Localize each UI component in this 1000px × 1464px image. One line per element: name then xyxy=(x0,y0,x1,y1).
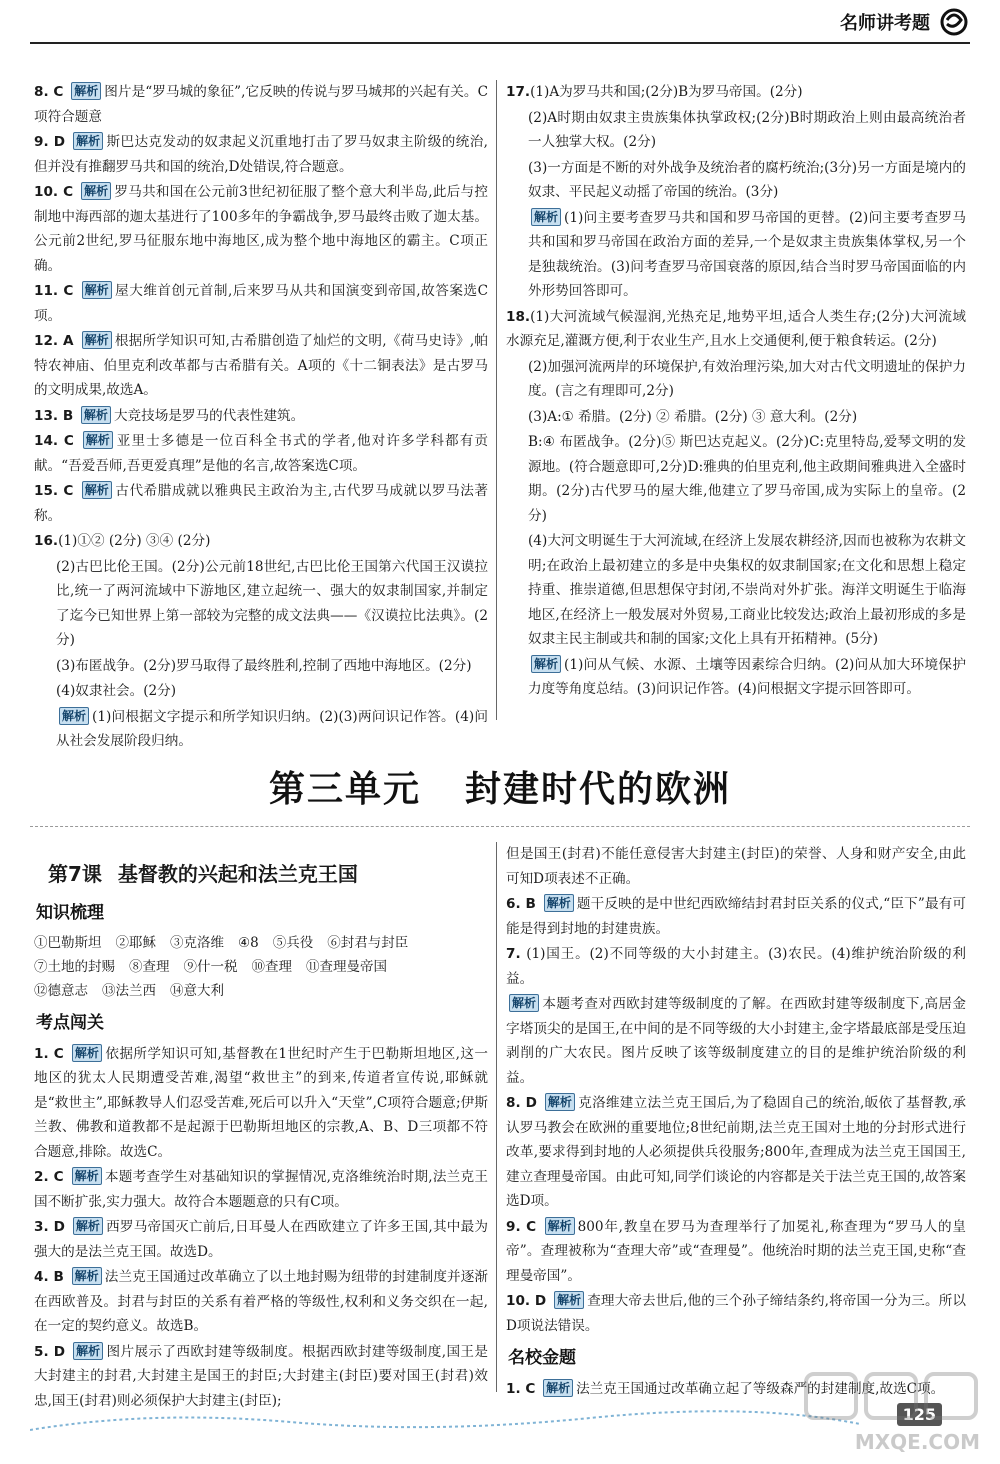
column-divider xyxy=(496,80,497,720)
question-number: 8. C xyxy=(34,84,69,100)
knowledge-point: ③克洛维 xyxy=(170,935,224,951)
lesson-left xyxy=(34,842,488,1414)
analysis-tag: 解析 xyxy=(81,406,111,424)
question-number: 2. C xyxy=(34,1169,69,1185)
q16-line: (2)古巴比伦王国。(2分)公元前18世纪,古巴比伦王国第六代国王汉谟拉比,统一了两河流域中下游地区,建立起统一、强大的奴隶制国家,并制定了迄今已知世界上第一部较为完整的成文法典——《汉谟拉比法典》。(2分) xyxy=(56,558,488,648)
answer-text: 屋大维首创元首制,后来罗马从共和国演变到帝国,故答案选C项。 xyxy=(34,283,488,324)
answer-text: 图片展示了西欧封建等级制度。根据西欧封建等级制度,国王是大封建主的封君,大封建主是国王的封臣;大封建主(封臣)要对国王(封君)效忠,国王(封君)则必须保护大封建主(封臣); xyxy=(34,1343,488,1409)
exam-item xyxy=(34,1340,488,1414)
answer-text: 斯巴达克发动的奴隶起义沉重地打击了罗马奴隶主阶级的统治,但并没有推翻罗马共和国的统治,D处错误,符合题意。 xyxy=(34,134,488,175)
analysis-tag: 解析 xyxy=(82,331,112,349)
answer-text: 大竞技场是罗马的代表性建筑。 xyxy=(113,407,305,424)
watermark-text: MXQE.COM xyxy=(854,1430,980,1454)
knowledge-point: ⑥封君与封臣 xyxy=(327,935,409,951)
question-17: 17.(1)A为罗马共和国;(2分)B为罗马帝国。(2分) xyxy=(506,84,803,100)
question-number: 11. C xyxy=(34,283,79,299)
analysis-tag: 解析 xyxy=(531,208,561,226)
answer-text: 法兰克王国通过改革确立了以土地封赐为纽带的封建制度并逐渐在西欧普及。封君与封臣的关系有着严格的等级性,权利和义务交织在一起,在一定的契约意义。故选B。 xyxy=(34,1269,489,1334)
question-number: 1. C xyxy=(34,1045,69,1062)
page-number: 125 xyxy=(897,1403,942,1426)
answer-item xyxy=(34,404,488,429)
answer-text: 但是国王(封君)不能任意侵害大封建主(封臣)的荣誉、人身和财产安全,由此可知D项表述不正确。 xyxy=(506,846,966,887)
analysis-tag: 解析 xyxy=(545,1093,575,1111)
analysis-tag: 解析 xyxy=(543,1379,573,1397)
unit-banner xyxy=(0,746,1000,826)
question-number: 12. A xyxy=(34,333,79,349)
unit-divider xyxy=(30,826,970,827)
answer-text: 克洛维建立法兰克王国后,为了稳固自己的统治,皈依了基督教,承认罗马教会在欧洲的重要地位;8世纪前期,法兰克王国对土地的分封形式进行改革,要求得到封地的人必须提供兵役服务;800年,查理成为法兰克王国国王,建立查理曼帝国。由此可知,同学们谈论的内容都是关于法兰克王国的,故答案选D项。 xyxy=(506,1095,967,1209)
exam-item xyxy=(506,1289,966,1338)
answer-text: 图片是“罗马城的象征”,它反映的传说与罗马城邦的兴起有关。C项符合题意 xyxy=(34,84,488,125)
page-header xyxy=(840,8,970,36)
exam-item xyxy=(506,1091,966,1214)
answer-text: 罗马共和国在公元前3世纪初征服了整个意大利半岛,此后与控制地中海西部的迦太基进行了100多年的争霸战争,罗马最终击败了迦太基。公元前2世纪,罗马征服东地中海地区,成为整个地中海地区的霸主。C项正确。 xyxy=(34,184,488,274)
answer-text: (1)国王。(2)不同等级的大小封建主。(3)农民。(4)维护统治阶级的利益。 xyxy=(506,946,966,987)
knowledge-point: ④8 xyxy=(238,935,259,951)
analysis-tag: 解析 xyxy=(544,894,574,912)
answer-text: 西罗马帝国灭亡前后,日耳曼人在西欧建立了许多王国,其中最为强大的是法兰克王国。故选D。 xyxy=(34,1219,489,1260)
analysis-tag: 解析 xyxy=(73,132,103,150)
question-number: 16. xyxy=(34,533,59,549)
exam-item xyxy=(506,992,966,1090)
answer-text: (1)①② (2分) ③④ (2分) xyxy=(58,533,211,549)
answer-item xyxy=(34,130,488,179)
q18-line: B:④ 布匿战争。(2分)⑤ 斯巴达克起义。(2分)C:克里特岛,爱琴文明的发源地。(符合题意即可,2分)D:雅典的伯里克利,他主政期间雅典进入全盛时期。(2分)古代罗马的屋大维,他建立了罗马帝国,成为实际上的皇帝。(2分) xyxy=(528,434,966,524)
exam-item xyxy=(34,1165,488,1214)
analysis-tag: 解析 xyxy=(72,1044,102,1062)
exam-items-right xyxy=(506,842,966,1338)
knowledge-point: ⑦土地的封赐 xyxy=(34,959,115,975)
question-16 xyxy=(34,529,488,554)
answer-text: 法兰克王国通过改革确立起了等级森严的封建制度,故选C项。 xyxy=(576,1380,945,1397)
analysis-tag: 解析 xyxy=(59,707,89,725)
answer-text: 800年,教皇在罗马为查理举行了加冕礼,称查理为“罗马人的皇帝”。查理被称为“查理大帝”或“查理曼”。他统治时期的法兰克王国,史称“查理曼帝国”。 xyxy=(506,1218,966,1284)
question-number: 10. C xyxy=(34,184,79,200)
question-18: 18.(1)大河流域气候湿润,光热充足,地势平坦,适合人类生存;(2分)大河流域水源充足,灌溉方便,利于农业生产,且水上交通便利,便于粮食转运。(2分) xyxy=(506,308,966,349)
answer-text: 亚里士多德是一位百科全书式的学者,他对许多学科都有贡献。“吾爱吾师,吾更爱真理”是他的名言,故答案选C项。 xyxy=(34,433,488,474)
lesson-right xyxy=(506,842,966,1402)
answer-text: 查理大帝去世后,他的三个孙子缔结条约,将帝国一分为三。所以D项说法错误。 xyxy=(506,1293,966,1334)
exam-items-left xyxy=(34,1042,488,1414)
analysis-tag: 解析 xyxy=(82,481,112,499)
analysis-tag: 解析 xyxy=(509,994,539,1012)
answer-item xyxy=(34,80,488,129)
knowledge-point: ⑤兵役 xyxy=(272,935,314,951)
knowledge-heading: 知识梳理 xyxy=(36,902,104,923)
question-number: 15. C xyxy=(34,483,79,499)
analysis-tag: 解析 xyxy=(71,82,101,100)
header-rule xyxy=(30,42,970,44)
question-number: 5. D xyxy=(34,1343,71,1360)
analysis-tag: 解析 xyxy=(531,655,561,673)
exam-item xyxy=(506,1215,966,1289)
knowledge-point: ⑧查理 xyxy=(129,959,170,975)
q17-line: (3)一方面是不断的对外战争及统治者的腐朽统治;(3分)另一方面是境内的奴隶、平民起义动摇了帝国的统治。(3分) xyxy=(528,159,966,200)
exam-item xyxy=(506,942,966,991)
analysis-tag: 解析 xyxy=(554,1291,584,1309)
analysis-tag: 解析 xyxy=(72,1267,102,1285)
answers-right-top xyxy=(506,80,966,703)
answer-text: 本题考查学生对基础知识的掌握情况,克洛维统治时期,法兰克王国不断扩张,实力强大。故符合本题题意的只有C项。 xyxy=(34,1169,488,1210)
answers-left-top xyxy=(34,80,488,755)
question-number: 4. B xyxy=(34,1269,69,1285)
knowledge-point: ⑩查理 xyxy=(251,959,292,975)
watermark-logo xyxy=(796,1366,986,1456)
knowledge-point: ②耶稣 xyxy=(115,935,156,951)
q17-analysis: 解析 (1)问主要考查罗马共和国和罗马帝国的更替。(2)问主要考查罗马共和国和罗马帝国在政治方面的差异,一个是奴隶主贵族集体掌权,另一个是独裁统治。(3)问考查罗马帝国衰落的原因,结合当时罗马帝国面临的内外形势回答即可。 xyxy=(528,209,966,299)
answer-text: 依据所学知识可知,基督教在1世纪时产生于巴勒斯坦地区,这一地区的犹太人民期遭受苦难,渴望“救世主”的到来,传道者宣传说,耶稣就是“救世主”,耶稣教导人们忍受苦难,死后可以升入“天堂”,C项符合题意;伊斯兰教、佛教和道教都不是起源于巴勒斯坦地区的宗教,A、B、D三项都不符合题意,排除。故选C。 xyxy=(34,1045,488,1160)
answer-item xyxy=(34,329,488,403)
knowledge-row xyxy=(34,955,488,979)
brand-logo-icon xyxy=(938,8,970,36)
analysis-tag: 解析 xyxy=(72,1167,102,1185)
unit-number: 第三单元 xyxy=(268,768,421,810)
exam-item xyxy=(506,842,966,891)
answer-text: 本题考查对西欧封建等级制度的了解。在西欧封建等级制度下,高居金字塔顶尖的是国王,在中间的是不同等级的大小封建主,金字塔最底部是受压迫剥削的广大农民。图片反映了该等级制度建立的目的是维护统治阶级的利益。 xyxy=(506,996,966,1086)
q18-line: (2)加强河流两岸的环境保护,有效治理污染,加大对古代文明遗址的保护力度。(言之有理即可,2分) xyxy=(528,358,966,399)
question-number: 9. C xyxy=(506,1218,542,1235)
knowledge-points xyxy=(34,931,488,1003)
analysis-tag: 解析 xyxy=(73,1342,103,1360)
watermark-icon xyxy=(796,1366,986,1436)
knowledge-row xyxy=(34,979,488,1003)
question-number: 14. C xyxy=(34,433,80,449)
footer-wave-decoration xyxy=(30,1406,860,1436)
knowledge-point: ⑨什一税 xyxy=(183,959,238,975)
answer-text: (1)问根据文字提示和所学知识归纳。(2)(3)两问识记作答。(4)问从社会发展阶段归纳。 xyxy=(56,708,488,749)
question-number: 13. B xyxy=(34,407,78,424)
exam-heading: 考点闯关 xyxy=(36,1013,104,1033)
answer-item xyxy=(34,479,488,528)
q16-line: (3)布匿战争。(2分)罗马取得了最终胜利,控制了西地中海地区。(2分) xyxy=(56,657,472,674)
question-number: 9. D xyxy=(34,134,71,150)
brand-title: 名师讲考题 xyxy=(840,13,930,34)
analysis-tag: 解析 xyxy=(545,1217,575,1235)
analysis-tag: 解析 xyxy=(82,281,112,299)
lesson-title: 第7课 基督教的兴起和法兰克王国 xyxy=(48,862,358,886)
question-number: 1. C xyxy=(506,1380,541,1397)
q17-line: (2)A时期由奴隶主贵族集体执掌政权;(2分)B时期政治上则由最高统治者一人独掌大权。(2分) xyxy=(528,109,966,150)
question-number: 8. D xyxy=(506,1095,542,1111)
knowledge-point: ⑬法兰西 xyxy=(102,983,156,999)
exam-item xyxy=(34,1265,488,1339)
knowledge-point: ⑪查理曼帝国 xyxy=(306,959,387,975)
unit-title: 封建时代的欧洲 xyxy=(465,768,732,810)
q18-line: (3)A:① 希腊。(2分) ② 希腊。(2分) ③ 意大利。(2分) xyxy=(528,408,858,425)
question-number: 6. B xyxy=(506,896,541,912)
knowledge-row xyxy=(34,931,488,955)
answer-item xyxy=(34,180,488,278)
answer-text: 古代希腊成就以雅典民主政治为主,古代罗马成就以罗马法著称。 xyxy=(34,483,488,524)
famous-heading: 名校金题 xyxy=(508,1348,576,1368)
answer-item xyxy=(34,429,488,478)
q18-analysis: 解析 (1)问从气候、水源、土壤等因素综合归纳。(2)问从加大环境保护力度等角度总结。(3)问识记作答。(4)问根据文字提示回答即可。 xyxy=(528,656,966,697)
knowledge-point: ①巴勒斯坦 xyxy=(34,935,102,951)
knowledge-point: ⑭意大利 xyxy=(170,983,224,999)
answer-text: 题干反映的是中世纪西欧缔结封君封臣关系的仪式,“臣下”最有可能是得到封地的封建贵族。 xyxy=(506,896,967,937)
analysis-tag: 解析 xyxy=(81,182,111,200)
answer-text: 根据所学知识可知,古希腊创造了灿烂的文明,《荷马史诗》,帕特农神庙、伯里克利改革都与古希腊有关。A项的《十二铜表法》是古罗马的文明成果,故选A。 xyxy=(34,333,488,398)
exam-item xyxy=(506,892,966,941)
question-number: 3. D xyxy=(34,1219,70,1235)
question-number: 7. xyxy=(506,946,527,962)
question-number: 10. D xyxy=(506,1293,552,1309)
exam-item xyxy=(34,1042,488,1165)
exam-item xyxy=(34,1215,488,1264)
column-divider xyxy=(496,842,497,1392)
analysis-tag: 解析 xyxy=(83,431,113,449)
knowledge-point: ⑫德意志 xyxy=(34,983,88,999)
answer-item xyxy=(34,279,488,328)
q16-line: (4)奴隶社会。(2分) xyxy=(56,683,177,699)
q18-line: (4)大河文明诞生于大河流域,在经济上发展农耕经济,因而也被称为农耕文明;在政治上最初建立的多是中央集权的奴隶制国家;在文化和思想上稳定持重、推崇道德,但思想保守封闭,不崇尚对外扩张。海洋文明诞生于临海地区,在经济上一般发展对外贸易,工商业比较发达;政治上最初形成的多是奴隶主民主制或共和制的国家;文化上具有开拓精神。(5分) xyxy=(528,533,966,647)
analysis-tag: 解析 xyxy=(73,1217,103,1235)
